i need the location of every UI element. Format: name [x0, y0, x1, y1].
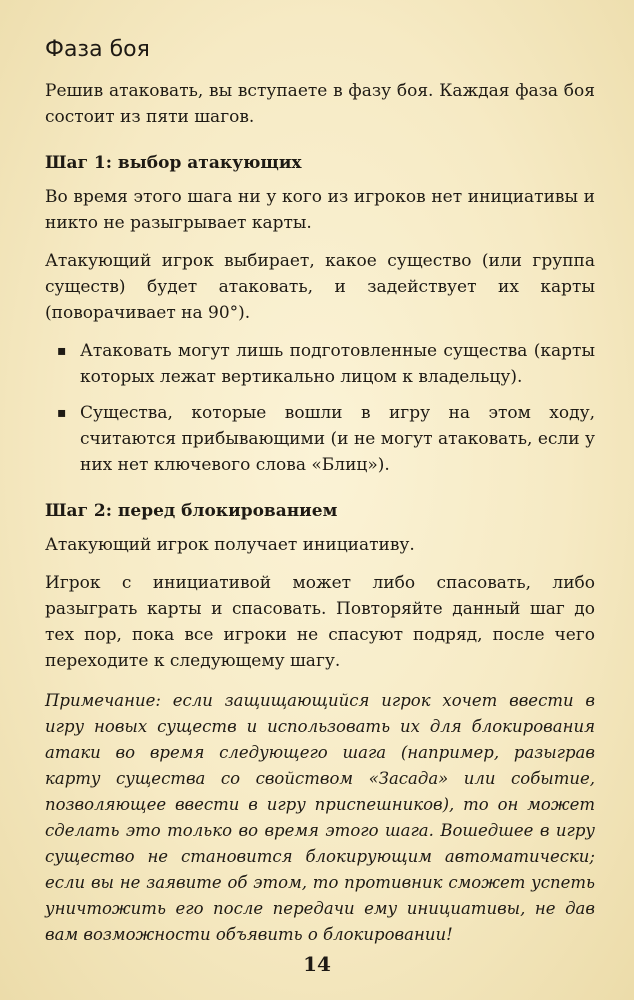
rules-page	[45, 34, 595, 960]
step1-bullet-list	[45, 338, 595, 478]
list-item	[45, 400, 595, 478]
intro-paragraph: Решив атаковать, вы вступаете в фазу боя. Каждая фаза боя состоит из пяти шагов.	[45, 81, 595, 127]
bullet-text: Существа, которые вошли в игру на этом ходу, считаются прибывающими (и не могут атаковать, если у них нет ключевого слова «Блиц»).	[80, 403, 595, 475]
step2-paragraph-1: Атакующий игрок получает инициативу.	[45, 535, 415, 555]
page-number: 14	[303, 952, 331, 976]
step1-heading: Шаг 1: выбор атакующих	[45, 153, 302, 173]
step2-heading: Шаг 2: перед блокированием	[45, 501, 338, 521]
note-paragraph: Примечание: если защищающийся игрок хочет ввести в игру новых существ и использовать их для блокирования атаки во время следующего шага (например, разыграв карту существа со свойством «Засада» или событие, позволяющее ввести в игру приспешников), то он может сделать это только во время этого шага. Вошедшее в игру существо не становится блокирующим автоматически; если вы не заявите об этом, то противник сможет успеть уничтожить его после передачи ему инициативы, не дав вам возможности объявить о блокировании!	[45, 691, 595, 944]
bullet-icon: ▪	[57, 343, 67, 359]
step1-paragraph-1: Во время этого шага ни у кого из игроков нет инициативы и никто не разыгрывает карты.	[45, 187, 595, 233]
bullet-icon: ▪	[57, 405, 67, 421]
step1-paragraph-2: Атакующий игрок выбирает, какое существо (или группа существ) будет атаковать, и задействует их карты (поворачивает на 90°).	[45, 251, 595, 323]
section-title: Фаза боя	[45, 37, 150, 62]
step2-paragraph-2: Игрок с инициативой может либо спасовать, либо разыграть карты и спасовать. Повторяйте данный шаг до тех пор, пока все игроки не спасуют подряд, после чего переходите к следующему шагу.	[45, 573, 595, 671]
list-item	[45, 338, 595, 390]
bullet-text: Атаковать могут лишь подготовленные существа (карты которых лежат вертикально лицом к владельцу).	[80, 341, 595, 387]
